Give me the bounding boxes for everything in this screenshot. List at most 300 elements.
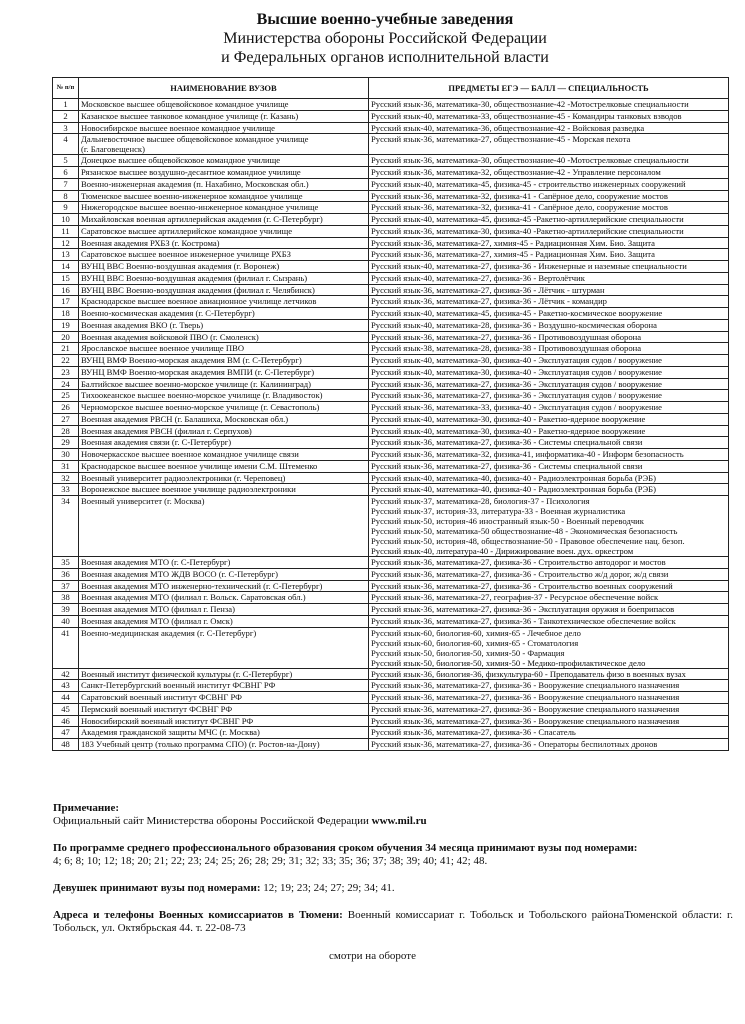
university-name (79, 272, 369, 284)
exam-subjects-line: Русский язык-36, математика-27, химия-45 - Радиационная Хим. Био. Защита (371, 237, 655, 248)
university-name-line: Военный институт физической культуры (г. С-Петербург) (81, 668, 293, 679)
table-header-row (53, 78, 729, 99)
exam-subjects (369, 604, 729, 616)
university-name-line: Казанское высшее танковое командное училище (г. Казань) (81, 110, 299, 121)
university-name-line: ВУНЦ ВВС Военно-воздушная академия (филиал г. Челябинск) (81, 284, 315, 295)
university-name (79, 249, 369, 261)
university-name-line: Военная академия МТО ЖДВ ВОСО (г. С-Петербург) (81, 568, 278, 579)
exam-subjects (369, 484, 729, 496)
exam-subjects (369, 99, 729, 111)
exam-subjects (369, 319, 729, 331)
row-number: 34 (53, 496, 79, 557)
university-name (79, 134, 369, 155)
university-name (79, 355, 369, 367)
table-row (53, 627, 729, 668)
table-row (53, 496, 729, 557)
exam-subjects-line: Русский язык-38, математика-28, физика-38 - Противовоздушная оборона (371, 343, 642, 354)
exam-subjects (369, 680, 729, 692)
university-name-line: ВУНЦ ВМФ Военно-морская академия ВМ (г. С-Петербург) (81, 355, 302, 365)
table-row (53, 167, 729, 179)
university-name (79, 615, 369, 627)
exam-subjects-line: Русский язык-36, математика-27, физика-36 - Вооружение специального назначения (371, 703, 680, 714)
exam-subjects-line: Русский язык-36, математика-27, физика-36 - Строительство автодорог и мостов (371, 557, 666, 567)
spo-list: 4; 6; 8; 10; 12; 18; 20; 21; 22; 23; 24; 25; 26; 28; 29; 31; 32; 33; 35; 36; 37; 38; 39; 40; 41; 42; 48. (53, 855, 488, 867)
notes-section (53, 802, 733, 935)
university-name-line: Военная академия войсковой ПВО (г. Смоленск) (81, 331, 259, 342)
table-row (53, 425, 729, 437)
row-number: 7 (53, 178, 79, 190)
table-row (53, 592, 729, 604)
exam-subjects (369, 261, 729, 273)
exam-subjects (369, 355, 729, 367)
exam-subjects-line: Русский язык-50, математика-50 обществознание-48 - Экономическая безопасность (371, 526, 678, 536)
exam-subjects-line: Русский язык-36, математика-30, физика-40 -Ракетно-артиллерийские специальности (371, 225, 684, 236)
exam-subjects-line: Русский язык-40, литература-40 - Дирижирование воен. дух. оркестром (371, 546, 634, 556)
row-number: 43 (53, 680, 79, 692)
university-name-line: Саратовский военный институт ФСВНГ РФ (81, 692, 242, 702)
exam-subjects-line: Русский язык-40, математика-30, физика-40 - Эксплуатация судов / вооружение (371, 355, 662, 365)
exam-subjects-line: Русский язык-36, математика-30, обществознание-42 -Мотострелковые специальности (371, 99, 689, 109)
university-name-line: Военная академия РХБЗ (г. Кострома) (81, 237, 220, 248)
exam-subjects-line: Русский язык-40, математика-40, физика-40 - Радиоэлектронная борьба (РЭБ) (371, 484, 656, 495)
table-row (53, 237, 729, 249)
university-name-line: Военная академия МТО (филиал г. Пенза) (81, 604, 235, 614)
university-name (79, 484, 369, 496)
university-name-line: Военно-медицинская академия (г. С-Петербург) (81, 627, 257, 638)
row-number: 33 (53, 484, 79, 496)
row-number: 10 (53, 214, 79, 226)
spo-heading: По программе среднего профессионального образования сроком обучения 34 месяца принимают вузы под номерами: (53, 842, 638, 854)
table-row (53, 615, 729, 627)
row-number: 3 (53, 122, 79, 134)
table-row (53, 155, 729, 167)
exam-subjects-line: Русский язык-37, история-33, литература-33 - Военная журналистика (371, 506, 626, 516)
girls-line (53, 882, 733, 895)
row-number: 24 (53, 378, 79, 390)
university-name (79, 715, 369, 727)
university-name-line: ВУНЦ ВМФ Военно-морская академия ВМПИ (г. С-Петербург) (81, 366, 315, 377)
university-name (79, 557, 369, 569)
table-row (53, 703, 729, 715)
exam-subjects (369, 568, 729, 580)
exam-subjects (369, 331, 729, 343)
exam-subjects-line: Русский язык-40, математика-27, физика-36 - Инженерные и наземные специальности (371, 261, 687, 271)
university-name (79, 739, 369, 751)
column-header-number: № п/п (53, 78, 79, 99)
exam-subjects (369, 449, 729, 461)
university-name (79, 592, 369, 604)
table-row (53, 261, 729, 273)
exam-subjects (369, 249, 729, 261)
university-name (79, 437, 369, 449)
row-number: 39 (53, 604, 79, 616)
table-row (53, 214, 729, 226)
exam-subjects (369, 627, 729, 668)
exam-subjects-line: Русский язык-50, биология-50, химия-50 - Фармация (371, 647, 565, 658)
university-name (79, 496, 369, 557)
exam-subjects-line: Русский язык-36, математика-27, физика-36 - Вооружение специального назначения (371, 680, 680, 691)
row-number: 15 (53, 272, 79, 284)
table-row (53, 296, 729, 308)
university-name (79, 331, 369, 343)
university-name (79, 122, 369, 134)
row-number: 12 (53, 237, 79, 249)
exam-subjects-line: Русский язык-36, математика-27, физика-36 - Строительство ж/д дорог, ж/д связи (371, 568, 669, 579)
exam-subjects-line: Русский язык-40, математика-40, физика-40 - Радиоэлектронная борьба (РЭБ) (371, 472, 656, 483)
university-name-line: Краснодарское высшее военное авиационное училище летчиков (81, 296, 317, 307)
exam-subjects-line: Русский язык-37, математика-28, биология-37 - Психология (371, 496, 590, 506)
exam-subjects-line: Русский язык-36, математика-27, физика-36 - Эксплуатация судов / вооружение (371, 378, 662, 389)
row-number: 28 (53, 425, 79, 437)
table-row (53, 715, 729, 727)
table-row (53, 580, 729, 592)
row-number: 17 (53, 296, 79, 308)
exam-subjects-line: Русский язык-36, математика-30, обществознание-40 -Мотострелковые специальности (371, 155, 689, 166)
exam-subjects-line: Русский язык-36, математика-27, физика-36 - Танкотехническое обеспечение войск (371, 615, 676, 626)
exam-subjects (369, 296, 729, 308)
university-name-line: Военный университет (г. Москва) (81, 496, 205, 506)
exam-subjects-line: Русский язык-40, математика-36, обществознание-42 - Войсковая разведка (371, 122, 645, 133)
row-number: 46 (53, 715, 79, 727)
table-row (53, 604, 729, 616)
exam-subjects (369, 615, 729, 627)
row-number: 31 (53, 460, 79, 472)
exam-subjects (369, 225, 729, 237)
table-row (53, 413, 729, 425)
row-number: 47 (53, 727, 79, 739)
university-name (79, 727, 369, 739)
university-name (79, 296, 369, 308)
university-name (79, 703, 369, 715)
university-name-line: Тюменское высшее военно-инженерное командное училище (81, 190, 303, 201)
university-name-line: Тихоокеанское высшее военно-морское училище (г. Владивосток) (81, 390, 323, 401)
exam-subjects (369, 460, 729, 472)
row-number: 32 (53, 472, 79, 484)
row-number: 19 (53, 319, 79, 331)
table-row (53, 692, 729, 704)
row-number: 11 (53, 225, 79, 237)
exam-subjects (369, 390, 729, 402)
university-name-line: Новочеркасское высшее военное командное училище связи (81, 449, 299, 459)
exam-subjects (369, 557, 729, 569)
header-subtitle-2: и Федеральных органов исполнительной власти (221, 49, 549, 66)
university-name-line: Военная академия МТО инженерно-технический (г. С-Петербург) (81, 580, 323, 591)
university-name-line: Ярославское высшее военное училище ПВО (81, 343, 245, 354)
exam-subjects-line: Русский язык-36, математика-27, физика-36 - Системы специальной связи (371, 460, 643, 471)
university-name-line: Военная академия связи (г. С-Петербург) (81, 437, 232, 448)
university-name-line: Военная академия МТО (филиал г. Вольск. Саратовская обл.) (81, 592, 306, 603)
exam-subjects-line: Русский язык-36, математика-27, химия-45 - Радиационная Хим. Био. Защита (371, 249, 655, 260)
table-row (53, 202, 729, 214)
university-name-line: Рязанское высшее воздушно-десантное командное училище (81, 167, 301, 177)
row-number: 13 (53, 249, 79, 261)
exam-subjects (369, 284, 729, 296)
exam-subjects-line: Русский язык-50, биология-50, химия-50 - Медико-профилактическое дело (371, 657, 646, 668)
exam-subjects (369, 167, 729, 179)
table-row (53, 110, 729, 122)
university-name (79, 680, 369, 692)
exam-subjects (369, 580, 729, 592)
university-name (79, 472, 369, 484)
exam-subjects-line: Русский язык-36, математика-32, физика-41, информатика-40 - Информ безопасность (371, 449, 684, 459)
university-name-line: Военная академия РВСН (г. Балашиха, Московская обл.) (81, 413, 289, 424)
table-row (53, 99, 729, 111)
table-row (53, 668, 729, 680)
exam-subjects (369, 425, 729, 437)
university-name-line: Донецкое высшее общевойсковое командное училище (81, 155, 281, 166)
table-row (53, 331, 729, 343)
university-name-line: Воронежское высшее военное училище радиоэлектроники (81, 484, 296, 495)
row-number: 42 (53, 668, 79, 680)
university-name (79, 366, 369, 378)
table-row (53, 190, 729, 202)
row-number: 21 (53, 343, 79, 355)
exam-subjects (369, 592, 729, 604)
university-name-line: ВУНЦ ВВС Военно-воздушная академия (г. Воронеж) (81, 261, 280, 271)
university-name-line: Нижегородское высшее военно-инженерное командное училище (81, 202, 319, 213)
row-number: 36 (53, 568, 79, 580)
university-name-line: Военно-инженерная академия (п. Нахабино, Московская обл.) (81, 178, 309, 189)
university-name (79, 261, 369, 273)
row-number: 6 (53, 167, 79, 179)
row-number: 27 (53, 413, 79, 425)
exam-subjects-line: Русский язык-36, математика-27, география-37 - Ресурсное обеспечение войск (371, 592, 659, 603)
university-name (79, 225, 369, 237)
university-name-line: Новосибирское высшее военное командное училище (81, 122, 275, 133)
row-number: 26 (53, 402, 79, 414)
university-name (79, 580, 369, 592)
row-number: 30 (53, 449, 79, 461)
exam-subjects-line: Русский язык-36, математика-27, физика-36 - Эксплуатация оружия и боеприпасов (371, 604, 675, 614)
exam-subjects-line: Русский язык-40, математика-45, физика-45 - Ракетно-космическое вооружение (371, 308, 663, 318)
exam-subjects (369, 155, 729, 167)
university-name (79, 378, 369, 390)
exam-subjects-line: Русский язык-50, история-46 иностранный язык-50 - Военный переводчик (371, 516, 644, 526)
exam-subjects-line: Русский язык-36, математика-27, физика-36 - Противовоздушная оборона (371, 331, 642, 342)
exam-subjects-line: Русский язык-36, математика-27, физика-36 - Спасатель (371, 727, 576, 738)
exam-subjects-line: Русский язык-40, математика-30, физика-40 - Ракетно-ядерное вооружение (371, 425, 646, 436)
university-name (79, 402, 369, 414)
university-name (79, 668, 369, 680)
university-name (79, 155, 369, 167)
exam-subjects-line: Русский язык-40, математика-33, обществознание-45 - Командиры танковых взводов (371, 110, 682, 121)
row-number: 5 (53, 155, 79, 167)
header-title: Высшие военно-учебные заведения (256, 11, 514, 28)
university-name (79, 178, 369, 190)
table-row (53, 727, 729, 739)
row-number: 4 (53, 134, 79, 155)
table-row (53, 249, 729, 261)
exam-subjects-line: Русский язык-36, математика-27, физика-36 - Лётчик - командир (371, 296, 607, 307)
row-number: 2 (53, 110, 79, 122)
exam-subjects-line: Русский язык-40, математика-45, физика-45 - строительство инженерных сооружений (371, 178, 686, 189)
table-row (53, 378, 729, 390)
exam-subjects-line: Русский язык-36, математика-27, физика-36 - Операторы беспилотных дронов (371, 739, 658, 749)
exam-subjects-line: Русский язык-36, математика-33, физика-40 - Эксплуатация судов / вооружение (371, 402, 662, 412)
university-name-line: Военно-космическая академия (г. С-Петербург) (81, 308, 255, 318)
university-name (79, 343, 369, 355)
exam-subjects (369, 110, 729, 122)
header-subtitle-1: Министерства обороны Российской Федерации (223, 30, 547, 47)
address-heading: Адреса и телефоны Военных комиссариатов в Тюмени: (53, 909, 343, 921)
university-name (79, 237, 369, 249)
university-name (79, 319, 369, 331)
university-name (79, 413, 369, 425)
row-number: 41 (53, 627, 79, 668)
table-row (53, 402, 729, 414)
row-number: 25 (53, 390, 79, 402)
university-name-line: Михайловская военная артиллерийская академия (г. С-Петербург) (81, 214, 323, 224)
row-number: 22 (53, 355, 79, 367)
university-name-line: Саратовское высшее военное инженерное училище РХБЗ (81, 249, 291, 260)
table-row (53, 460, 729, 472)
university-name (79, 308, 369, 320)
university-name (79, 425, 369, 437)
address-line (53, 909, 733, 935)
university-name-line: Военная академия МТО (филиал г. Омск) (81, 615, 233, 626)
university-name-line: Саратовское высшее артиллерийское командное училище (81, 225, 293, 236)
row-number: 44 (53, 692, 79, 704)
table-row (53, 472, 729, 484)
university-name-line: Новосибирский военный институт ФСВНГ РФ (81, 715, 254, 726)
university-name (79, 692, 369, 704)
table-row (53, 568, 729, 580)
university-name (79, 460, 369, 472)
exam-subjects-line: Русский язык-36, математика-32, обществознание-42 - Управление персоналом (371, 167, 661, 177)
row-number: 48 (53, 739, 79, 751)
column-header-subjects: ПРЕДМЕТЫ ЕГЭ — БАЛЛ — СПЕЦИАЛЬНОСТЬ (369, 78, 729, 99)
exam-subjects (369, 308, 729, 320)
table-row (53, 680, 729, 692)
exam-subjects (369, 727, 729, 739)
exam-subjects-line: Русский язык-40, математика-45, физика-45 -Ракетно-артиллерийские специальности (371, 214, 684, 224)
row-number: 38 (53, 592, 79, 604)
row-number: 29 (53, 437, 79, 449)
university-name (79, 284, 369, 296)
university-name-line: Дальневосточное высшее общевойсковое командное училище (81, 134, 309, 145)
exam-subjects-line: Русский язык-60, биология-60, химия-65 - Стоматология (371, 637, 579, 648)
row-number: 23 (53, 366, 79, 378)
column-header-name: НАИМЕНОВАНИЕ ВУЗОВ (79, 78, 369, 99)
table-row (53, 319, 729, 331)
university-name-line: Санкт-Петербургский военный институт ФСВНГ РФ (81, 680, 276, 691)
official-site-text: Официальный сайт Министерства обороны Российской Федерации (53, 815, 372, 827)
row-number: 45 (53, 703, 79, 715)
university-name (79, 449, 369, 461)
exam-subjects-line: Русский язык-50, история-48, обществознание-50 - Правовое обеспечение нац. безоп. (371, 536, 685, 546)
exam-subjects (369, 366, 729, 378)
exam-subjects-line: Русский язык-36, математика-27, физика-36 - Системы специальной связи (371, 437, 643, 448)
universities-table (52, 77, 729, 751)
university-name-line: (г. Благовещенск) (81, 144, 145, 155)
university-name (79, 190, 369, 202)
official-site-link[interactable]: www.mil.ru (371, 815, 427, 827)
university-name-line: Военная академия ВКО (г. Тверь) (81, 319, 204, 330)
university-name-line: Военная академия МТО (г. С-Петербург) (81, 557, 231, 567)
table-row (53, 390, 729, 402)
university-name (79, 390, 369, 402)
exam-subjects (369, 703, 729, 715)
university-name (79, 604, 369, 616)
row-number: 18 (53, 308, 79, 320)
exam-subjects (369, 343, 729, 355)
row-number: 9 (53, 202, 79, 214)
exam-subjects (369, 202, 729, 214)
exam-subjects-line: Русский язык-36, математика-27, физика-36 - Вооружение специального назначения (371, 715, 680, 726)
exam-subjects-line: Русский язык-40, математика-28, физика-36 - Воздушно-космическая оборона (371, 319, 657, 330)
exam-subjects (369, 496, 729, 557)
exam-subjects (369, 715, 729, 727)
table-row (53, 122, 729, 134)
exam-subjects-line: Русский язык-36, математика-27, физика-36 - Эксплуатация судов / вооружение (371, 390, 662, 401)
exam-subjects (369, 178, 729, 190)
notes-title: Примечание: (53, 802, 120, 814)
exam-subjects-line: Русский язык-36, математика-27, обществознание-45 - Морская пехота (371, 134, 631, 145)
exam-subjects-line: Русский язык-36, математика-32, физика-41 - Сапёрное дело, сооружение мостов (371, 202, 668, 213)
row-number: 1 (53, 99, 79, 111)
table-row (53, 178, 729, 190)
table-row (53, 284, 729, 296)
table-row (53, 484, 729, 496)
row-number: 20 (53, 331, 79, 343)
university-name-line: Краснодарское высшее военное училище имени С.М. Штеменко (81, 460, 318, 471)
exam-subjects-line: Русский язык-60, биология-60, химия-65 - Лечебное дело (371, 627, 581, 638)
exam-subjects (369, 413, 729, 425)
table-row (53, 225, 729, 237)
document-header (120, 10, 650, 67)
exam-subjects (369, 272, 729, 284)
row-number: 16 (53, 284, 79, 296)
university-name (79, 110, 369, 122)
table-body (53, 99, 729, 751)
exam-subjects (369, 237, 729, 249)
exam-subjects (369, 214, 729, 226)
official-site-line (53, 815, 733, 828)
university-name-line: ВУНЦ ВВС Военно-воздушная академия (филиал г. Сызрань) (81, 272, 308, 283)
university-name-line: Черноморское высшее военно-морское училище (г. Севастополь) (81, 402, 320, 412)
exam-subjects-line: Русский язык-40, математика-30, физика-40 - Ракетно-ядерное вооружение (371, 413, 646, 424)
exam-subjects-line: Русский язык-36, биология-36, физкультура-60 - Преподаватель физо в военных вузах (371, 668, 686, 679)
row-number: 14 (53, 261, 79, 273)
exam-subjects (369, 190, 729, 202)
table-row (53, 739, 729, 751)
table-row (53, 557, 729, 569)
university-name-line: Военная академия РВСН (филиал г. Серпухов) (81, 425, 252, 436)
university-name-line: Балтийское высшее военно-морское училище (г. Калининград) (81, 378, 312, 389)
table-row (53, 366, 729, 378)
university-name (79, 99, 369, 111)
exam-subjects (369, 378, 729, 390)
exam-subjects (369, 739, 729, 751)
exam-subjects-line: Русский язык-40, математика-30, физика-40 - Эксплуатация судов / вооружение (371, 366, 662, 377)
university-name (79, 214, 369, 226)
exam-subjects-line: Русский язык-40, математика-27, физика-36 - Вертолётчик (371, 272, 585, 283)
table-row (53, 343, 729, 355)
university-name-line: Академия гражданской защиты МЧС (г. Москва) (81, 727, 260, 738)
university-name-line: Московское высшее общевойсковое командное училище (81, 99, 289, 109)
university-name (79, 167, 369, 179)
table-row (53, 308, 729, 320)
university-name-line: 183 Учебный центр (только программа СПО) (г. Ростов-на-Дону) (81, 739, 320, 749)
row-number: 37 (53, 580, 79, 592)
exam-subjects (369, 402, 729, 414)
girls-heading: Девушек принимают вузы под номерами: (53, 882, 261, 894)
exam-subjects-line: Русский язык-36, математика-32, физика-41 - Сапёрное дело, сооружение мостов (371, 190, 668, 201)
university-name-line: Пермский военный институт ФСВНГ РФ (81, 703, 233, 714)
table-row (53, 437, 729, 449)
exam-subjects (369, 668, 729, 680)
university-name (79, 627, 369, 668)
